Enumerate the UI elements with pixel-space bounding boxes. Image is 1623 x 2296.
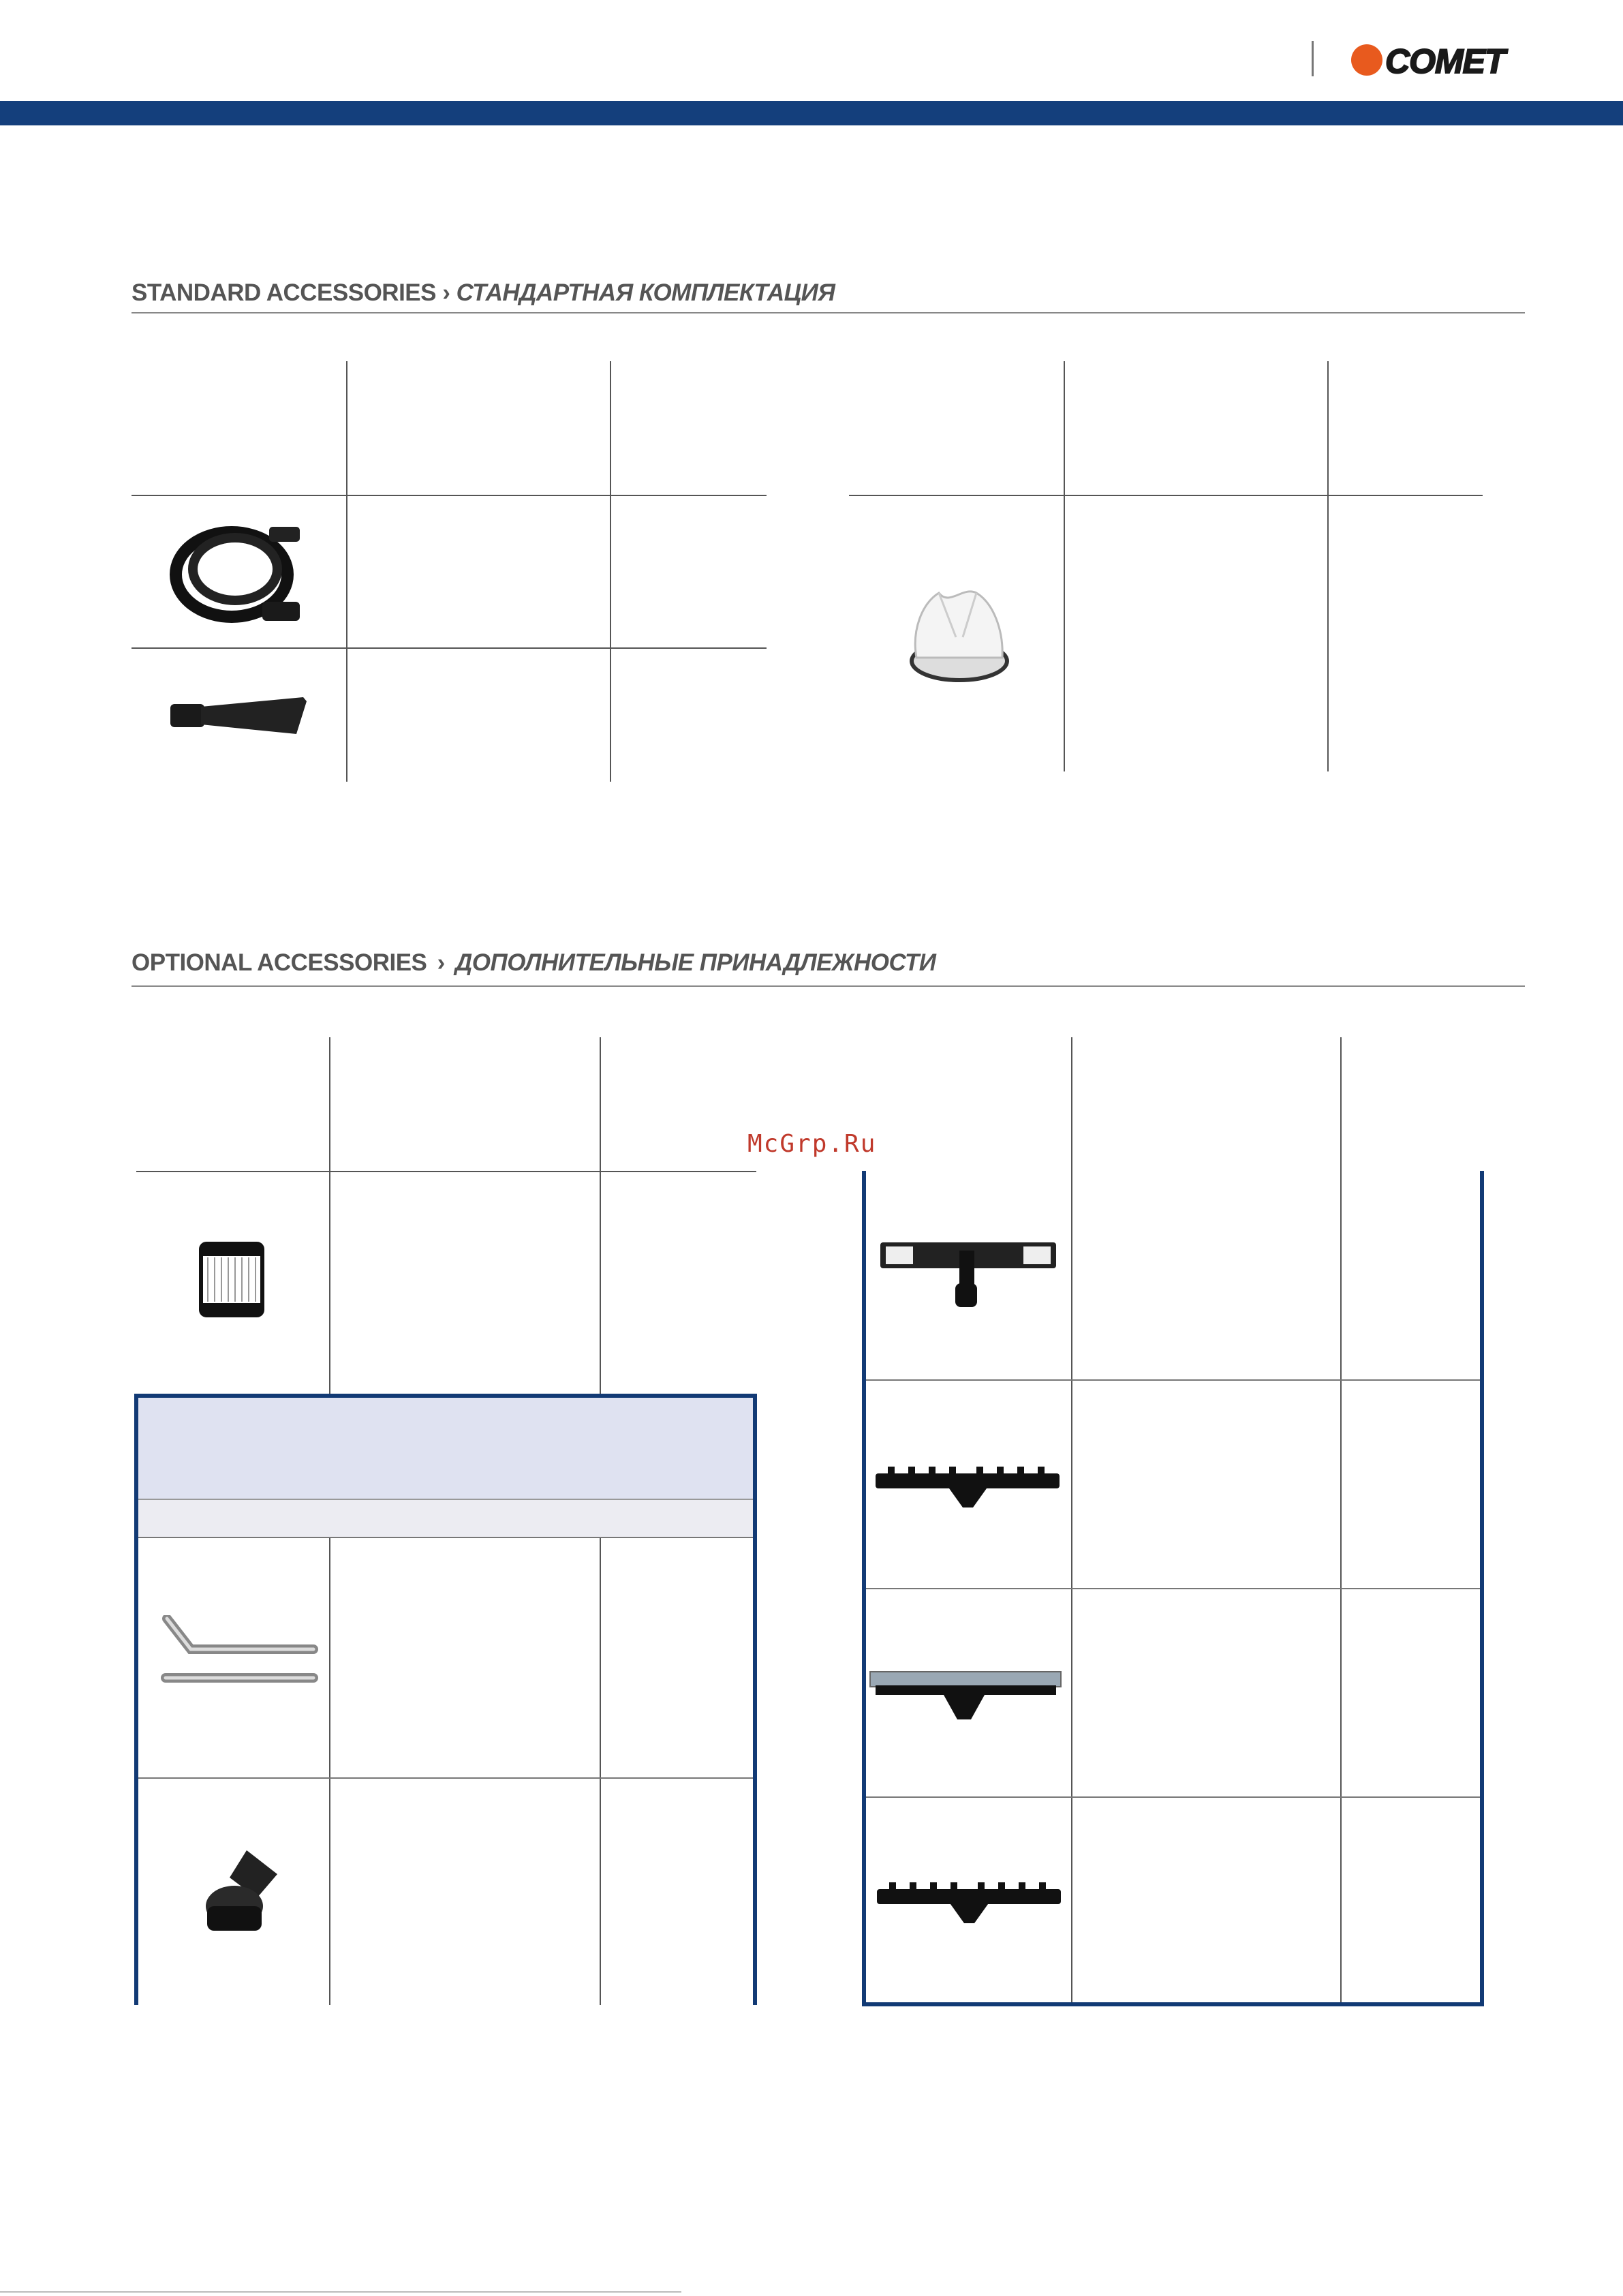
optional-heading <box>132 949 936 977</box>
opt-right-row-line-1 <box>866 1379 1480 1381</box>
cartridge-filter-icon <box>198 1240 266 1319</box>
standard-title-en: STANDARD ACCESSORIES <box>132 279 436 306</box>
optional-separator: › <box>437 949 445 976</box>
floor-tool-brush-icon <box>879 1230 1057 1312</box>
optional-title-ru: ДОПОЛНИТЕЛЬНЫЕ ПРИНАДЛЕЖНОСТИ <box>455 949 936 976</box>
opt-left-kit-header <box>138 1398 753 1499</box>
footer-rule <box>0 2291 681 2293</box>
std-left-row-line-1 <box>132 495 767 496</box>
cloth-filter-bag-icon <box>908 583 1010 685</box>
opt-right-row-line-3 <box>866 1796 1480 1798</box>
extension-tubes-icon <box>160 1615 318 1690</box>
std-right-col-line-2 <box>1327 361 1329 771</box>
header-divider <box>1312 41 1314 76</box>
squeegee-rubber-icon <box>874 1458 1062 1513</box>
squeegee-brush-icon <box>876 1874 1063 1929</box>
hose-icon <box>160 515 307 630</box>
crevice-nozzle-icon <box>167 692 310 739</box>
opt-left-row-line-1 <box>136 1171 756 1172</box>
opt-right-row-line-2 <box>866 1588 1480 1589</box>
brand-wordmark: COMET <box>1385 42 1505 80</box>
standard-heading-rule <box>132 312 1525 313</box>
std-left-col-line-1 <box>346 361 347 782</box>
opt-left-kit-row-line-2 <box>138 1777 753 1779</box>
optional-heading-rule <box>132 985 1525 987</box>
std-left-col-line-2 <box>610 361 611 782</box>
round-brush-icon <box>199 1843 284 1935</box>
opt-left-kit-subheader-band <box>138 1500 753 1537</box>
squeegee-wide-icon <box>869 1666 1063 1728</box>
brand-logo <box>1351 42 1525 80</box>
standard-heading <box>132 279 835 307</box>
std-right-row-line-1 <box>849 495 1483 496</box>
standard-separator: › <box>442 279 450 306</box>
header-bar <box>0 101 1623 125</box>
watermark: McGrp.Ru <box>747 1130 877 1158</box>
std-left-row-line-2 <box>132 647 767 649</box>
optional-title-en: OPTIONAL ACCESSORIES <box>132 949 427 976</box>
standard-title-ru: СТАНДАРТНАЯ КОМПЛЕКТАЦИЯ <box>456 279 835 306</box>
opt-left-kit-row-line <box>138 1537 753 1538</box>
std-right-col-line-1 <box>1064 361 1065 771</box>
brand-dot <box>1351 44 1382 76</box>
